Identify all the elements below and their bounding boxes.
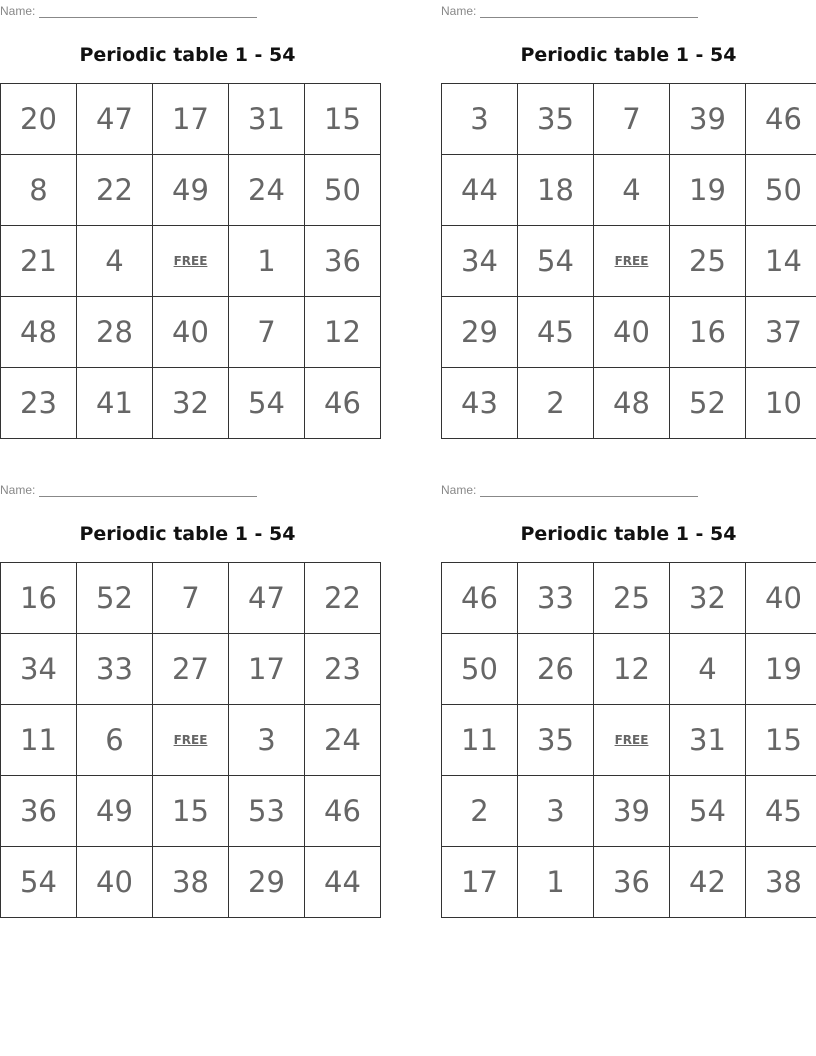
grid-row	[1, 297, 381, 368]
grid-cell: 23	[1, 368, 77, 439]
grid-cell: 28	[77, 297, 153, 368]
bingo-grid	[441, 562, 816, 918]
grid-cell: 46	[305, 368, 381, 439]
grid-row	[442, 84, 816, 155]
grid-cell: 45	[518, 297, 594, 368]
free-space-cell: FREE	[153, 226, 229, 297]
grid-cell: 12	[594, 634, 670, 705]
grid-cell: 11	[442, 705, 518, 776]
grid-cell: 41	[77, 368, 153, 439]
grid-row	[442, 155, 816, 226]
grid-cell: 40	[77, 847, 153, 918]
grid-cell: 54	[1, 847, 77, 918]
name-label: Name:	[441, 483, 477, 497]
grid-cell: 7	[594, 84, 670, 155]
card-title: Periodic table 1 - 54	[79, 44, 296, 66]
grid-cell: 40	[594, 297, 670, 368]
grid-cell: 3	[518, 776, 594, 847]
grid-cell: 44	[305, 847, 381, 918]
grid-cell: 14	[746, 226, 816, 297]
grid-cell: 18	[518, 155, 594, 226]
grid-cell: 8	[1, 155, 77, 226]
grid-row	[442, 847, 816, 918]
grid-row	[442, 776, 816, 847]
grid-cell: 45	[746, 776, 816, 847]
grid-row	[442, 563, 816, 634]
grid-cell: 36	[1, 776, 77, 847]
grid-cell: 29	[229, 847, 305, 918]
grid-cell: 48	[1, 297, 77, 368]
grid-cell: 36	[594, 847, 670, 918]
grid-cell: 40	[153, 297, 229, 368]
grid-cell: 19	[746, 634, 816, 705]
grid-row	[1, 84, 381, 155]
grid-cell: 1	[518, 847, 594, 918]
grid-row	[1, 776, 381, 847]
name-blank-line[interactable]	[39, 3, 257, 18]
grid-cell: 7	[229, 297, 305, 368]
grid-row	[442, 705, 816, 776]
grid-cell: 33	[77, 634, 153, 705]
grid-cell: 16	[1, 563, 77, 634]
grid-cell: 31	[670, 705, 746, 776]
grid-cell: 3	[229, 705, 305, 776]
grid-row	[1, 368, 381, 439]
grid-row	[442, 634, 816, 705]
grid-cell: 25	[594, 563, 670, 634]
grid-cell: 17	[442, 847, 518, 918]
grid-cell: 29	[442, 297, 518, 368]
grid-cell: 52	[670, 368, 746, 439]
grid-cell: 40	[746, 563, 816, 634]
grid-cell: 11	[1, 705, 77, 776]
grid-cell: 32	[670, 563, 746, 634]
grid-cell: 20	[1, 84, 77, 155]
grid-row	[1, 155, 381, 226]
grid-cell: 2	[442, 776, 518, 847]
bingo-grid	[0, 83, 381, 439]
name-blank-line[interactable]	[39, 482, 257, 497]
grid-cell: 26	[518, 634, 594, 705]
grid-cell: 3	[442, 84, 518, 155]
name-blank-line[interactable]	[480, 482, 698, 497]
grid-cell: 33	[518, 563, 594, 634]
bingo-grid	[0, 562, 381, 918]
grid-cell: 2	[518, 368, 594, 439]
bingo-grid	[441, 83, 816, 439]
grid-cell: 17	[153, 84, 229, 155]
grid-cell: 50	[305, 155, 381, 226]
grid-cell: 47	[229, 563, 305, 634]
grid-cell: 7	[153, 563, 229, 634]
grid-cell: 17	[229, 634, 305, 705]
name-field[interactable]	[441, 482, 698, 498]
grid-row	[1, 226, 381, 297]
name-label: Name:	[0, 483, 36, 497]
grid-cell: 49	[77, 776, 153, 847]
grid-cell: 53	[229, 776, 305, 847]
grid-cell: 6	[77, 705, 153, 776]
grid-cell: 16	[670, 297, 746, 368]
grid-row	[1, 847, 381, 918]
grid-cell: 32	[153, 368, 229, 439]
grid-cell: 31	[229, 84, 305, 155]
grid-cell: 22	[305, 563, 381, 634]
grid-cell: 37	[746, 297, 816, 368]
grid-cell: 19	[670, 155, 746, 226]
grid-cell: 39	[670, 84, 746, 155]
grid-cell: 50	[442, 634, 518, 705]
grid-cell: 44	[442, 155, 518, 226]
grid-cell: 24	[305, 705, 381, 776]
grid-row	[1, 705, 381, 776]
name-label: Name:	[441, 4, 477, 18]
name-field[interactable]	[0, 482, 257, 498]
free-space-cell: FREE	[594, 705, 670, 776]
grid-cell: 54	[670, 776, 746, 847]
grid-cell: 52	[77, 563, 153, 634]
grid-cell: 1	[229, 226, 305, 297]
grid-cell: 50	[746, 155, 816, 226]
grid-cell: 47	[77, 84, 153, 155]
grid-cell: 39	[594, 776, 670, 847]
grid-cell: 43	[442, 368, 518, 439]
grid-cell: 48	[594, 368, 670, 439]
grid-cell: 15	[153, 776, 229, 847]
grid-cell: 24	[229, 155, 305, 226]
card-title: Periodic table 1 - 54	[520, 523, 737, 545]
grid-cell: 34	[1, 634, 77, 705]
grid-cell: 4	[670, 634, 746, 705]
name-blank-line[interactable]	[480, 3, 698, 18]
grid-cell: 35	[518, 705, 594, 776]
grid-cell: 38	[746, 847, 816, 918]
grid-row	[1, 634, 381, 705]
grid-cell: 46	[305, 776, 381, 847]
grid-cell: 46	[746, 84, 816, 155]
grid-cell: 35	[518, 84, 594, 155]
grid-cell: 46	[442, 563, 518, 634]
grid-cell: 42	[670, 847, 746, 918]
grid-cell: 4	[594, 155, 670, 226]
grid-cell: 25	[670, 226, 746, 297]
grid-cell: 27	[153, 634, 229, 705]
grid-cell: 4	[77, 226, 153, 297]
card-title: Periodic table 1 - 54	[520, 44, 737, 66]
grid-cell: 10	[746, 368, 816, 439]
grid-row	[442, 226, 816, 297]
name-field[interactable]	[0, 3, 257, 19]
name-label: Name:	[0, 4, 36, 18]
grid-cell: 34	[442, 226, 518, 297]
grid-cell: 23	[305, 634, 381, 705]
grid-cell: 54	[518, 226, 594, 297]
grid-row	[1, 563, 381, 634]
grid-cell: 36	[305, 226, 381, 297]
grid-cell: 22	[77, 155, 153, 226]
grid-cell: 12	[305, 297, 381, 368]
card-title: Periodic table 1 - 54	[79, 523, 296, 545]
grid-cell: 15	[305, 84, 381, 155]
grid-cell: 38	[153, 847, 229, 918]
name-field[interactable]	[441, 3, 698, 19]
grid-row	[442, 297, 816, 368]
grid-cell: 54	[229, 368, 305, 439]
free-space-cell: FREE	[153, 705, 229, 776]
grid-cell: 49	[153, 155, 229, 226]
grid-row	[442, 368, 816, 439]
free-space-cell: FREE	[594, 226, 670, 297]
grid-cell: 21	[1, 226, 77, 297]
grid-cell: 15	[746, 705, 816, 776]
